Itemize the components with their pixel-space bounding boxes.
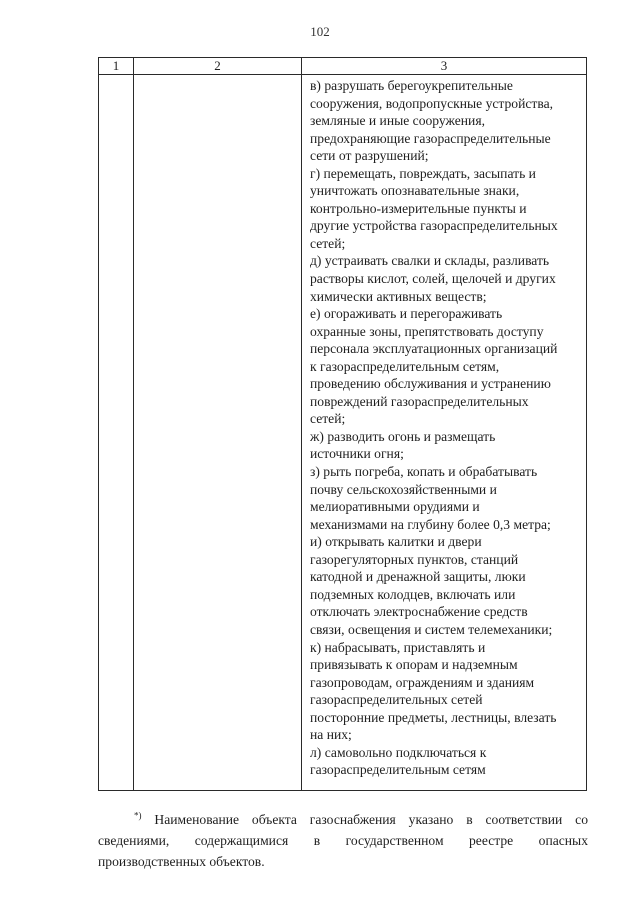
column-header-1: 1 bbox=[99, 58, 134, 75]
table-row bbox=[99, 75, 587, 791]
footnote bbox=[98, 809, 588, 872]
table-header-row bbox=[99, 58, 587, 75]
prohibitions-text: в) разрушать берегоукрепительные сооружения, водопропускные устройства, земляные и иные сооружения, предохраняющие газораспределительные сети от разрушений; г) перемещать, повреждать, засыпать и уничтожать опознавательные знаки, контрольно-измерительные пункты и другие устройства газораспределительных сетей; д) устраивать свалки и склады, разливать растворы кислот, солей, щелочей и других химически активных веществ; е) огораживать и перегораживать охранные зоны, препятствовать доступу персонала эксплуатационных организаций к газораспределительным сетям, проведению обслуживания и устранению повреждений газораспределительных сетей; ж) разводить огонь и размещать источники огня; з) рыть погреба, копать и обрабатывать почву сельскохозяйственными и мелиоративными орудиями и механизмами на глубину более 0,3 метра; и) открывать калитки и двери газорегуляторных пунктов, станций катодной и дренажной защиты, люки подземных колодцев, включать или отключать электроснабжение средств связи, освещения и систем телемеханики; к) набрасывать, приставлять и привязывать к опорам и надземным газопроводам, ограждениям и зданиям газораспределительных сетей посторонние предметы, лестницы, влезать на них; л) самовольно подключаться к газораспределительным сетям bbox=[310, 78, 558, 778]
footnote-marker: *) bbox=[134, 810, 142, 821]
page-number: 102 bbox=[310, 24, 330, 39]
cell-col-1 bbox=[99, 75, 134, 791]
cell-col-2 bbox=[134, 75, 302, 791]
requirements-table bbox=[98, 57, 587, 791]
column-header-3: 3 bbox=[302, 58, 587, 75]
column-header-2: 2 bbox=[134, 58, 302, 75]
footnote-text: Наименование объекта газоснабжения указано в соответствии со сведениями, содержащимися в государственном реестре опасных производственных объектов. bbox=[98, 811, 588, 869]
cell-col-3 bbox=[302, 75, 587, 791]
